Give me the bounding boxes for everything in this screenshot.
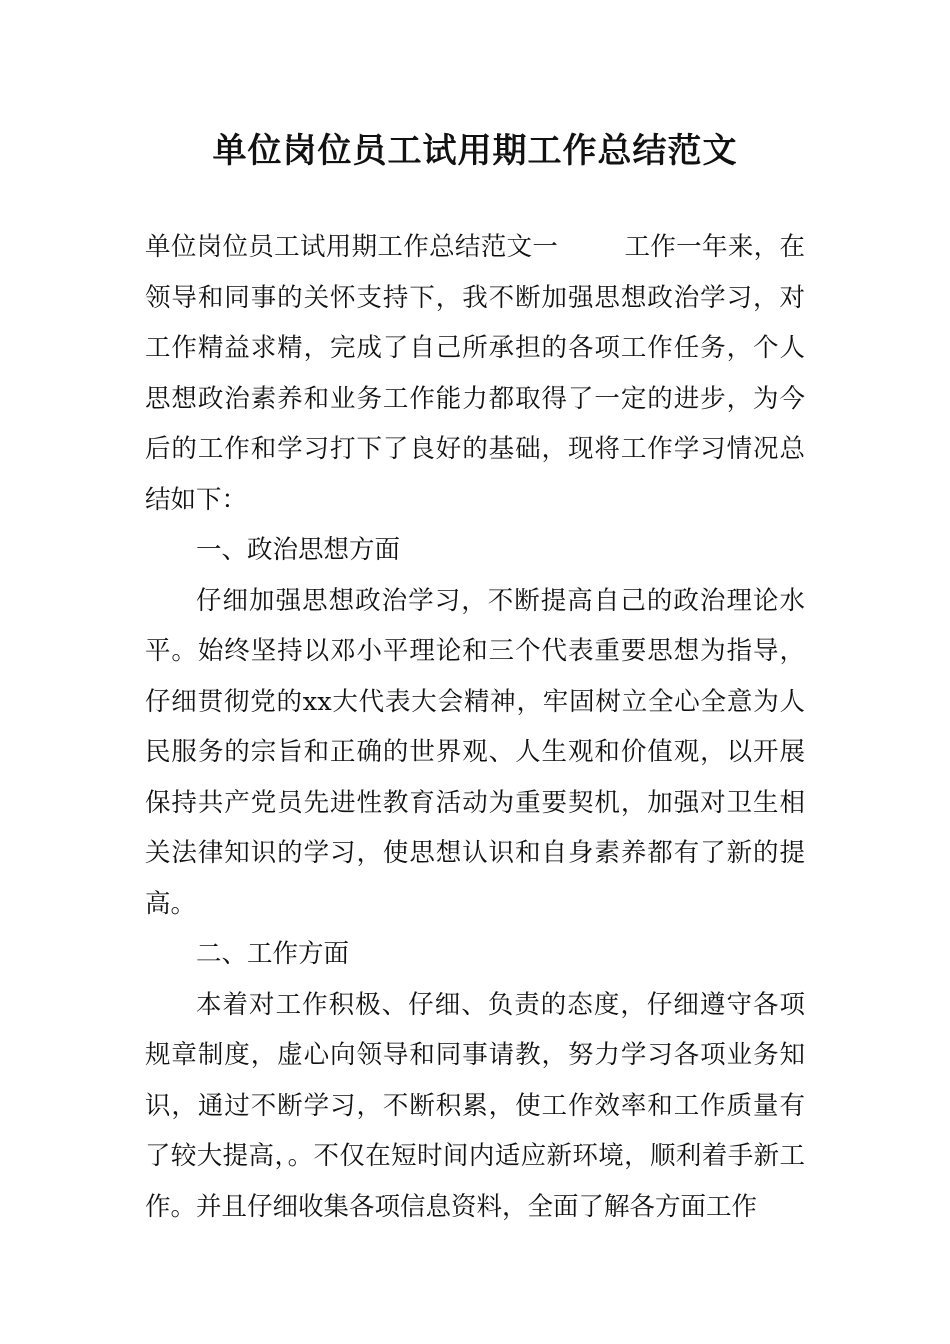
section-paragraph-work: 本着对工作积极、仔细、负责的态度，仔细遵守各项规章制度，虚心向领导和同事请教，努力学习各项业务知识，通过不断学习，不断积累，使工作效率和工作质量有了较大提高，。不仅在短时间内适应新环境，顺利着手新工作。并且仔细收集各项信息资料，全面了解各方面工作 [145, 989, 805, 1222]
document-title: 单位岗位员工试用期工作总结范文 [212, 131, 738, 171]
intro-text: 工作一年来，在领导和同事的关怀支持下，我不断加强思想政治学习，对工作精益求精，完成了自己所承担的各项工作任务，个人思想政治素养和业务工作能力都取得了一定的进步，为今后的工作和学习打下了良好的基础，现将工作学习情况总结如下： [145, 232, 805, 515]
intro-paragraph [145, 222, 805, 525]
section-heading-politics: 一、政治思想方面 [196, 535, 401, 565]
document-body [145, 222, 805, 1232]
section-heading-work: 二、工作方面 [196, 939, 350, 969]
intro-heading: 单位岗位员工试用期工作总结范文一 [145, 232, 559, 262]
section-paragraph-politics: 仔细加强思想政治学习，不断提高自己的政治理论水平。始终坚持以邓小平理论和三个代表重要思想为指导，仔细贯彻党的xx大代表大会精神，牢固树立全心全意为人民服务的宗旨和正确的世界观、人生观和价值观，以开展保持共产党员先进性教育活动为重要契机，加强对卫生相关法律知识的学习，使思想认识和自身素养都有了新的提高。 [145, 585, 805, 919]
